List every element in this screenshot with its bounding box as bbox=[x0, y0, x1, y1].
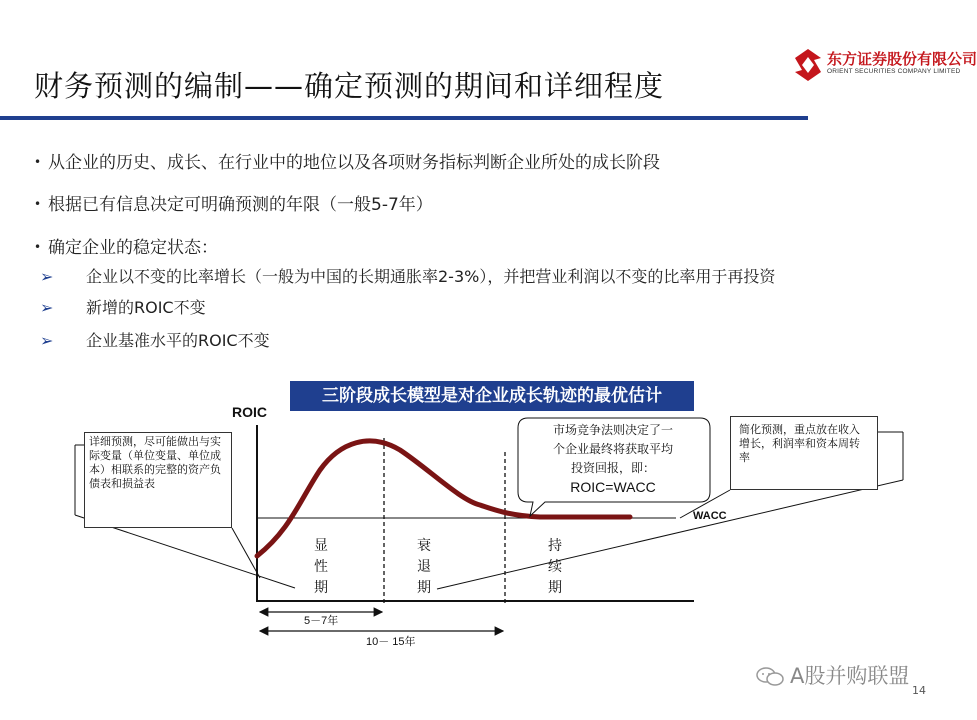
span-label-long: 10－ 15年 bbox=[366, 636, 416, 648]
bullet-text: 从企业的历史、成长、在行业中的地位以及各项财务指标判断企业所处的成长阶段 bbox=[48, 153, 660, 173]
phase-label-decline: 衰 退 期 bbox=[417, 538, 431, 596]
right-note-box: 简化预测，重点放在收入增长，利润率和资本周转率 bbox=[730, 416, 878, 490]
connector-line bbox=[232, 528, 260, 578]
arrow-bullet-icon: ➢ bbox=[40, 331, 54, 350]
y-axis-label: ROIC bbox=[232, 404, 267, 420]
bubble-line: 个企业最终将获取平均 bbox=[552, 442, 673, 456]
wechat-icon bbox=[755, 666, 785, 688]
arrow-bullet-icon: ➢ bbox=[40, 298, 54, 317]
bullet-text: 确定企业的稳定状态： bbox=[48, 238, 218, 258]
bullet-item: • 从企业的历史、成长、在行业中的地位以及各项财务指标判断企业所处的成长阶段 bbox=[34, 153, 660, 173]
sub-bullet-text: 企业基准水平的ROIC不变 bbox=[86, 331, 270, 350]
bubble-formula: ROIC=WACC bbox=[570, 479, 656, 495]
phase-label-explicit: 显 性 期 bbox=[314, 538, 328, 596]
bubble-line: 投资回报，即： bbox=[570, 461, 655, 475]
bullet-item: • 根据已有信息决定可明确预测的年限（一般5-7年） bbox=[34, 195, 433, 215]
sub-bullet-text: 企业以不变的比率增长（一般为中国的长期通胀率2-3%），并把营业利润以不变的比率用于再投资 bbox=[86, 267, 776, 286]
logo-name-en: ORIENT SECURITIES COMPANY LIMITED bbox=[827, 68, 961, 75]
arrow-bullet-icon: ➢ bbox=[40, 267, 54, 286]
bubble-line: 市场竞争法则决定了一 bbox=[552, 423, 673, 437]
bullet-text: 根据已有信息决定可明确预测的年限（一般5-7年） bbox=[48, 195, 433, 215]
span-label-short: 5－7年 bbox=[304, 615, 339, 627]
wacc-label: WACC bbox=[693, 510, 727, 522]
page-title: 财务预测的编制——确定预测的期间和详细程度 bbox=[34, 69, 665, 103]
phase-label-continuing: 持 续 期 bbox=[548, 538, 562, 596]
left-note-box: 详细预测，尽可能做出与实际变量（单位变量、单位成本）相联系的完整的资产负债表和损益表 bbox=[84, 432, 232, 528]
watermark-text: A股并购联盟 bbox=[790, 664, 910, 688]
bubble-text bbox=[518, 421, 708, 497]
model-banner: 三阶段成长模型是对企业成长轨迹的最优估计 bbox=[290, 381, 694, 411]
bullet-item: • 确定企业的稳定状态： bbox=[34, 238, 218, 258]
page-number: 14 bbox=[912, 684, 926, 697]
logo-name-cn: 东方证券股份有限公司 bbox=[827, 50, 977, 68]
sub-bullet-text: 新增的ROIC不变 bbox=[86, 298, 206, 317]
